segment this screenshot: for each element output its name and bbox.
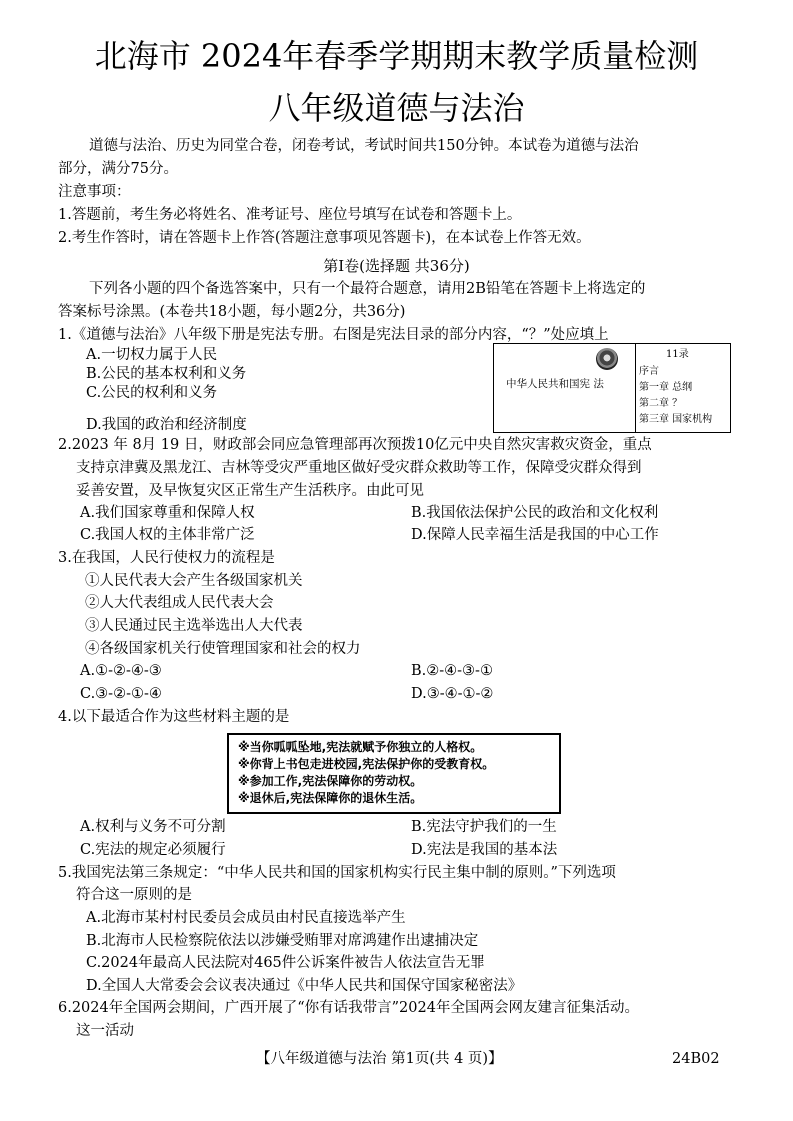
q4-option-c: C.宪法的规定必须履行 bbox=[80, 842, 226, 858]
intro-line-1: 道德与法治、历史为同堂合卷，闭卷考试，考试时间共150分钟。本试卷为道德与法治 bbox=[89, 138, 639, 154]
q1-option-d: D.我国的政治和经济制度 bbox=[86, 417, 247, 433]
paper-code: 24B02 bbox=[672, 1051, 720, 1067]
q5-option-d: D.全国人大常委会会议表决通过《中华人民共和国保守国家秘密法》 bbox=[86, 978, 523, 994]
q6-stem-1: 6.2024年全国两会期间，广西开展了“你有话我带言”2024年全国两会网友建言征集活动。 bbox=[58, 1000, 639, 1016]
q3-option-d: D.③-④-①-② bbox=[411, 686, 494, 702]
q1-option-a: A.一切权力属于人民 bbox=[86, 347, 218, 363]
q3-stem: 3.在我国，人民行使权力的流程是 bbox=[58, 550, 275, 566]
section-desc-1: 下列各小题的四个备选答案中，只有一个最符合题意，请用2B铅笔在答题卡上将选定的 bbox=[89, 281, 646, 297]
constitution-toc-figure bbox=[493, 343, 731, 433]
q3-option-b: B.②-④-③-① bbox=[411, 663, 493, 679]
q3-option-a: A.①-②-④-③ bbox=[80, 663, 162, 679]
figure-divider bbox=[635, 344, 636, 432]
intro-line-2: 部分，满分75分。 bbox=[58, 161, 178, 177]
q4-stem: 4.以下最适合作为这些材料主题的是 bbox=[58, 709, 290, 725]
q3-item-4: ④各级国家机关行使管理国家和社会的权力 bbox=[85, 641, 361, 657]
q4-material-2: ※你背上书包走进校园,宪法保护你的受教育权。 bbox=[238, 757, 495, 771]
q3-item-3: ③人民通过民主选举选出人大代表 bbox=[85, 618, 303, 634]
q1-stem: 1.《道德与法治》八年级下册是宪法专册。右图是宪法目录的部分内容，“？”处应填上 bbox=[58, 327, 609, 343]
q4-material-1: ※当你呱呱坠地,宪法就赋予你独立的人格权。 bbox=[238, 740, 483, 754]
q2-stem-2: 支持京津冀及黑龙江、吉林等受灾严重地区做好受灾群众救助等工作，保障受灾群众得到 bbox=[76, 460, 642, 476]
section-desc-2: 答案标号涂黑。(本卷共18小题，每小题2分，共36分) bbox=[58, 304, 406, 320]
q4-option-d: D.宪法是我国的基本法 bbox=[411, 842, 558, 858]
q5-option-b: B.北海市人民检察院依法以涉嫌受贿罪对席鸿建作出逮捕决定 bbox=[86, 933, 479, 949]
q2-option-b: B.我国依法保护公民的政治和文化权利 bbox=[411, 505, 659, 521]
q1-option-b: B.公民的基本权利和义务 bbox=[86, 366, 247, 382]
exam-subtitle: 八年级道德与法治 bbox=[268, 89, 525, 127]
page-footer: 【八年级道德与法治 第1页(共 4 页)】 bbox=[256, 1051, 503, 1067]
section-heading: 第Ⅰ卷(选择题 共36分) bbox=[323, 257, 470, 275]
toc-item-chapter-1: 第一章 总纲 bbox=[639, 382, 693, 393]
q5-stem-1: 5.我国宪法第三条规定：“中华人民共和国的国家机构实行民主集中制的原则。”下列选项 bbox=[58, 865, 616, 881]
q2-option-a: A.我们国家尊重和保障人权 bbox=[80, 505, 255, 521]
q4-material-box bbox=[227, 733, 561, 814]
notes-heading: 注意事项： bbox=[58, 184, 131, 200]
q3-option-c: C.③-②-①-④ bbox=[80, 686, 162, 702]
q5-stem-2: 符合这一原则的是 bbox=[76, 887, 192, 903]
q2-stem-1: 2.2023 年 8月 19 日，财政部会同应急管理部再次预拨10亿元中央自然灾害救灾资金，重点 bbox=[58, 437, 652, 453]
constitution-cover-title: 中华人民共和国宪 法 bbox=[506, 378, 604, 390]
toc-item-chapter-2: 第二章 ？ bbox=[639, 398, 683, 409]
national-emblem-icon bbox=[596, 348, 618, 370]
q2-stem-3: 妥善安置，及早恢复灾区正常生产生活秩序。由此可见 bbox=[76, 483, 424, 499]
q4-option-b: B.宪法守护我们的一生 bbox=[411, 819, 557, 835]
q4-material-4: ※退休后,宪法保障你的退休生活。 bbox=[238, 791, 423, 805]
toc-item-preamble: 序言 bbox=[639, 366, 659, 377]
exam-title: 北海市 2024年春季学期期末教学质量检测 bbox=[94, 37, 699, 75]
q4-option-a: A.权利与义务不可分割 bbox=[80, 819, 226, 835]
q1-option-c: C.公民的权利和义务 bbox=[86, 385, 218, 401]
q2-option-c: C.我国人权的主体非常广泛 bbox=[80, 527, 255, 543]
toc-title: 11录 bbox=[666, 349, 689, 360]
q4-material-3: ※参加工作,宪法保障你的劳动权。 bbox=[238, 774, 423, 788]
q3-item-2: ②人大代表组成人民代表大会 bbox=[85, 595, 274, 611]
q5-option-a: A.北海市某村村民委员会成员由村民直接选举产生 bbox=[86, 910, 406, 926]
toc-item-chapter-3: 第三章 国家机构 bbox=[639, 414, 713, 425]
note-2: 2.考生作答时，请在答题卡上作答(答题注意事项见答题卡)，在本试卷上作答无效。 bbox=[58, 230, 591, 246]
q3-item-1: ①人民代表大会产生各级国家机关 bbox=[85, 573, 303, 589]
q6-stem-2: 这一活动 bbox=[76, 1023, 134, 1039]
note-1: 1.答题前，考生务必将姓名、准考证号、座位号填写在试卷和答题卡上。 bbox=[58, 207, 522, 223]
q2-option-d: D.保障人民幸福生活是我国的中心工作 bbox=[411, 527, 659, 543]
q5-option-c: C.2024年最高人民法院对465件公诉案件被告人依法宣告无罪 bbox=[86, 955, 485, 971]
